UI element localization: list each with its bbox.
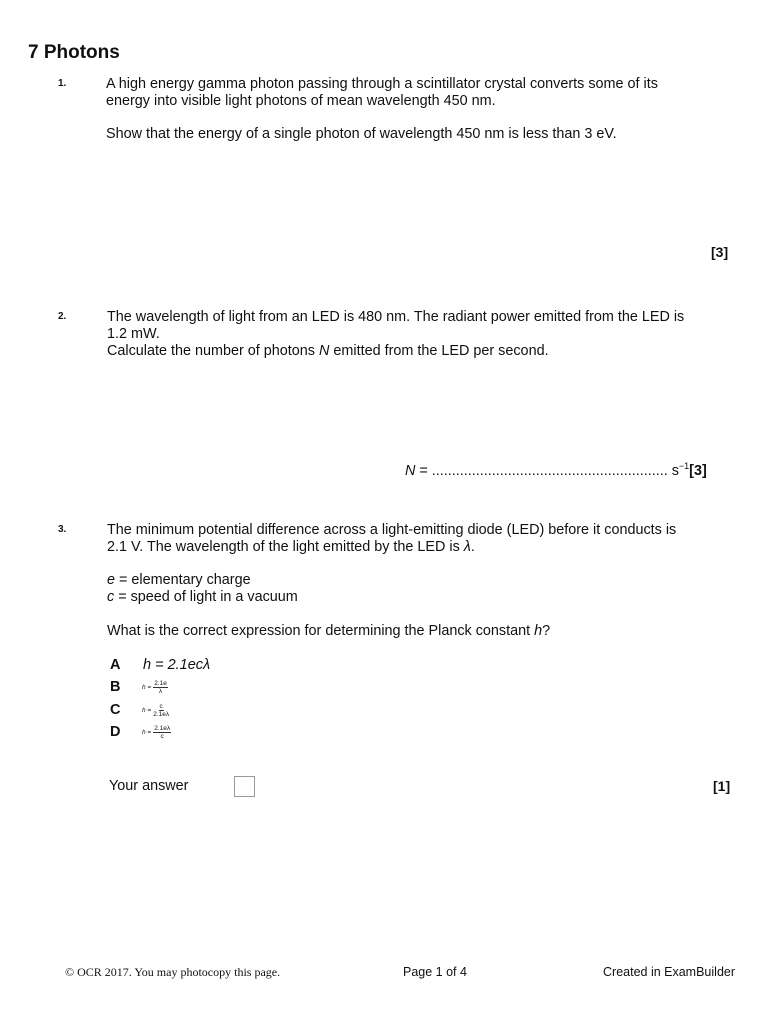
option-b-letter: B	[110, 679, 121, 695]
answer-dots: = ........................................................... s	[415, 462, 679, 479]
option-b-numerator: 2.1e	[154, 680, 167, 688]
definition-e	[107, 572, 251, 589]
option-d-lhs: h =	[142, 729, 152, 737]
text: emitted from the LED per second.	[329, 343, 549, 359]
question-2-text-line-3	[107, 343, 549, 360]
text: .	[470, 539, 475, 555]
question-2-marks: [3]	[689, 462, 707, 479]
question-3-number: 3.	[58, 524, 67, 535]
option-a-expression: h = 2.1ecλ	[143, 657, 211, 673]
option-d-expression	[142, 724, 171, 742]
question-3-text-line-1: The minimum potential difference across a light-emitting diode (LED) before it conducts is	[107, 522, 677, 538]
variable-c: c	[107, 589, 115, 605]
question-2-number: 2.	[58, 311, 67, 322]
question-1-number: 1.	[58, 78, 67, 89]
option-d-numerator: 2.1eλ	[154, 725, 171, 733]
option-c-lhs: h =	[142, 707, 152, 715]
option-d-fraction	[153, 725, 171, 740]
option-c-numerator: c	[159, 703, 163, 711]
question-1-instruction: Show that the energy of a single photon of wavelength 450 nm is less than 3 eV.	[106, 126, 617, 142]
variable-h: h	[534, 623, 543, 639]
option-b-expression	[142, 679, 168, 697]
option-d-denominator: c	[160, 733, 164, 741]
variable-n: N	[319, 343, 330, 359]
question-1-text-line-1: A high energy gamma photon passing through a scintillator crystal converts some of its	[106, 76, 658, 92]
question-1-marks: [3]	[711, 244, 729, 260]
text: ?	[542, 623, 551, 639]
option-b-lhs: h =	[142, 684, 152, 692]
unit-exponent: −1	[678, 461, 690, 471]
option-c-expression	[142, 702, 169, 720]
question-1-text-line-2: energy into visible light photons of mean wavelength 450 nm.	[106, 93, 496, 109]
variable-e: e	[107, 572, 116, 588]
question-2-answer-line[interactable]	[405, 458, 707, 480]
question-3-prompt	[107, 623, 550, 640]
question-3-text-line-2	[107, 539, 475, 556]
variable-lambda: λ	[463, 539, 471, 555]
text: = elementary charge	[115, 572, 251, 588]
option-c-fraction	[153, 703, 169, 718]
text: What is the correct expression for determining the Planck constant	[107, 623, 535, 639]
page-title: 7 Photons	[28, 42, 120, 63]
text: = speed of light in a vacuum	[114, 589, 298, 605]
your-answer-label: Your answer	[109, 778, 189, 794]
definition-c	[107, 589, 298, 606]
answer-box[interactable]	[234, 776, 255, 797]
text: Calculate the number of photons	[107, 343, 319, 359]
option-a-letter: A	[110, 657, 121, 673]
footer-copyright: © OCR 2017. You may photocopy this page.	[65, 965, 281, 979]
option-b-denominator: λ	[158, 688, 163, 696]
question-2-text-line-1: The wavelength of light from an LED is 480 nm. The radiant power emitted from the LED is	[107, 309, 685, 325]
text: 2.1 V. The wavelength of the light emitted by the LED is	[107, 539, 464, 555]
footer-page-number: Page 1 of 4	[403, 965, 467, 979]
option-d-letter: D	[110, 724, 121, 740]
footer-created-in: Created in ExamBuilder	[603, 965, 736, 979]
option-b-fraction	[153, 680, 168, 695]
option-c-letter: C	[110, 702, 121, 718]
option-c-denominator: 2.1eλ	[153, 711, 170, 719]
question-2-text-line-2: 1.2 mW.	[107, 326, 160, 342]
question-3-marks: [1]	[713, 778, 731, 794]
variable-n: N	[405, 462, 416, 479]
